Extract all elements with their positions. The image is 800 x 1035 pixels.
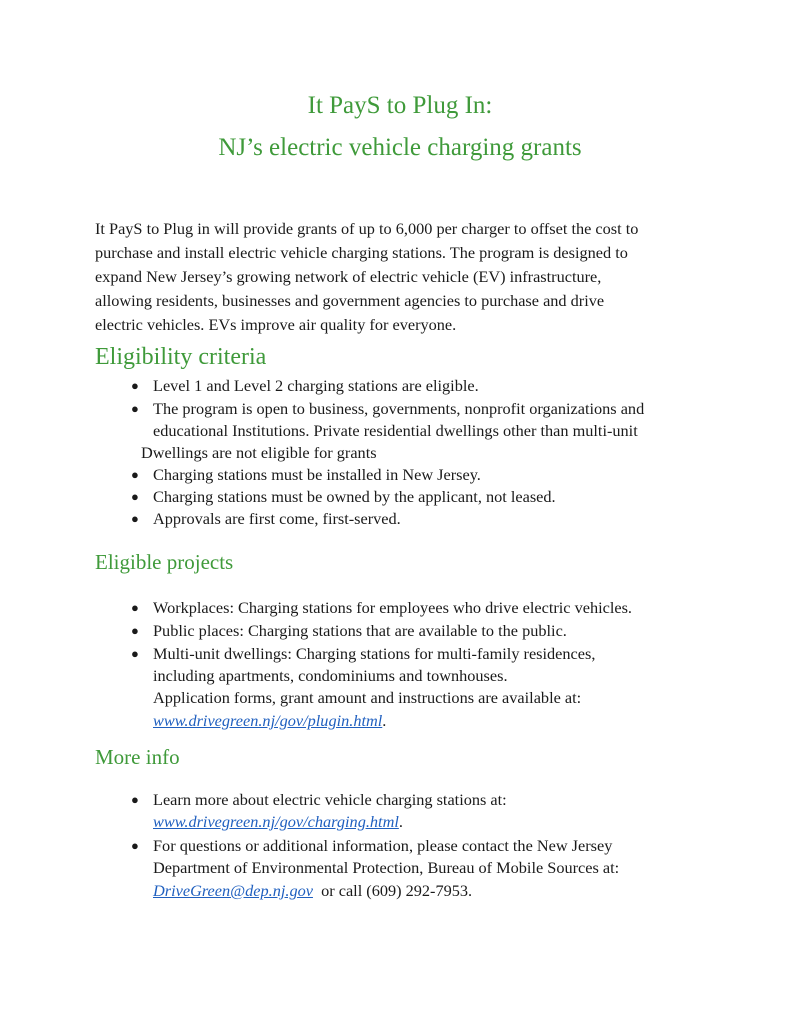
contact-line	[153, 880, 472, 902]
project-item-continued: including apartments, condominiums and townhouses.	[153, 666, 508, 685]
charging-link-suffix: .	[398, 812, 403, 831]
more-info-item: For questions or additional information, please contact the New Jersey	[153, 836, 613, 855]
bullet-icon: ●	[131, 623, 139, 638]
page-title: It PayS to Plug In:	[307, 92, 493, 119]
intro-paragraph	[95, 217, 725, 337]
bullet-icon: ●	[131, 378, 139, 393]
plugin-link-line	[153, 710, 386, 732]
more-info-item-continued: Department of Environmental Protection, Bureau of Mobile Sources at:	[153, 858, 620, 877]
project-item: Workplaces: Charging stations for employees who drive electric vehicles.	[153, 598, 632, 617]
bullet-icon: ●	[131, 792, 139, 807]
charging-link-line	[153, 811, 403, 833]
project-item: Public places: Charging stations that are available to the public.	[153, 621, 567, 640]
bullet-icon: ●	[131, 646, 139, 661]
email-link[interactable]: DriveGreen@dep.nj.gov	[153, 881, 313, 900]
eligibility-heading: Eligibility criteria	[95, 344, 267, 370]
charging-link[interactable]: www.drivegreen.nj/gov/charging.html	[153, 812, 399, 831]
more-info-item: Learn more about electric vehicle charging stations at:	[153, 790, 507, 809]
bullet-icon: ●	[131, 467, 139, 482]
eligibility-item: Level 1 and Level 2 charging stations are eligible.	[153, 376, 479, 395]
bullet-icon: ●	[131, 401, 139, 416]
phone-text: or call (609) 292-7953.	[312, 881, 473, 900]
intro-line: allowing residents, businesses and government agencies to purchase and drive	[95, 291, 605, 310]
more-info-heading: More info	[95, 745, 180, 769]
eligibility-item: Charging stations must be owned by the applicant, not leased.	[153, 487, 556, 506]
projects-heading: Eligible projects	[95, 550, 234, 574]
intro-line: electric vehicles. EVs improve air quality for everyone.	[95, 315, 457, 334]
intro-line: purchase and install electric vehicle charging stations. The program is designed to	[95, 243, 628, 262]
bullet-icon: ●	[131, 489, 139, 504]
page-subtitle: NJ’s electric vehicle charging grants	[218, 134, 582, 161]
bullet-icon: ●	[131, 511, 139, 526]
bullet-icon: ●	[131, 838, 139, 853]
bullet-icon: ●	[131, 600, 139, 615]
intro-line: It PayS to Plug in will provide grants of up to 6,000 per charger to offset the cost to	[95, 219, 639, 238]
project-item: Multi-unit dwellings: Charging stations for multi-family residences,	[153, 644, 596, 663]
eligibility-item: Charging stations must be installed in New Jersey.	[153, 465, 481, 484]
plugin-link[interactable]: www.drivegreen.nj/gov/plugin.html	[153, 711, 383, 730]
eligibility-item: Approvals are first come, first-served.	[153, 509, 401, 528]
eligibility-item-continued: Dwellings are not eligible for grants	[141, 443, 377, 462]
eligibility-item: The program is open to business, governments, nonprofit organizations and	[153, 399, 645, 418]
plugin-link-suffix: .	[382, 711, 387, 730]
intro-line: expand New Jersey’s growing network of electric vehicle (EV) infrastructure,	[95, 267, 602, 286]
eligibility-item-continued: educational Institutions. Private residential dwellings other than multi-unit	[153, 421, 638, 440]
project-item-continued: Application forms, grant amount and instructions are available at:	[153, 688, 582, 707]
